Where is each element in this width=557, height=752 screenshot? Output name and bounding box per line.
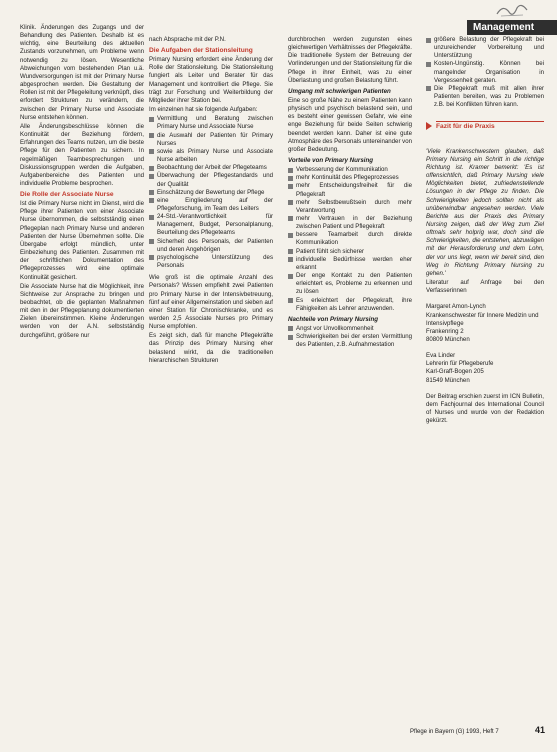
bullet-square-icon [288,326,293,331]
list-item: Kosten-Ungünstig. Können bei mangelnder Organisation in Vergessenheit geraten. [426,60,544,84]
paragraph: Die Associate Nurse hat die Möglichkeit, ihre Sichtweise zur Ansprache zu bringen und beobachtet, ob die geplanten Maßnahmen mit den in der Pflegeplanung dokumentierten Zielen übereinstimmen. Kleine Änderungen werden von der A.N. selbstständig durchgeführt, größere nur [20,282,144,339]
conclusion-quote: 'Viele Krankenschwestern glauben, daß Primary Nursing ein Schritt in die richtige Richtung ist. Kramer bemerkt: 'Es ist offensichtlich, daß Primary Nursing viele Möglichkeiten bietet, zufriedenstellende Lösungen in der Pflege zu finden. Die Schwierigkeiten jedoch sollten nicht als unüberwindbar angesehen werden. Viele Berichte aus der Praxis des Primary Nursing zeigen, daß der Weg zum Ziel oftmals sehr holprig war, doch sind die Schwierigkeiten, die entstehen, abzuwägen mit der Herausforderung und dem Lohn, der vor uns liegt, wenn wir bereit sind, den Weg in Richtung Primary Nursing zu gehen.' [426,147,544,277]
journal-citation: Pflege in Bayern (G) 1993, Heft 7 [410,729,499,735]
section-tab: Management [467,20,557,35]
page-number: 41 [534,725,545,735]
arrow-right-icon [426,122,432,130]
list-item: mehr Vertrauen in der Beziehung zwischen Patient und Pflegekraft [288,215,412,231]
list-item: die Auswahl der Patienten für Primary Nurses [149,132,273,148]
paragraph: nach Absprache mit der P.N. [149,36,226,43]
bullet-square-icon [149,239,154,244]
list-item: Die Pflegekraft muß mit allen ihrer Patienten bereiten, was zu Problemen z.B. bei Konflikten führen kann. [426,85,544,109]
column-4 [426,36,544,426]
list-item: Verbesserung der Kommunikation [288,166,412,174]
section-heading: Die Aufgaben der Stationsleitung [149,47,253,55]
list-item: Der enge Kontakt zu den Patienten erleichtert es, Probleme zu erkennen und zu lösen [288,272,412,296]
bullet-square-icon [288,184,293,189]
paragraph: Eine so große Nähe zu einem Patienten kann physisch und psychisch belastend sein, und es besteht einer gewissen Gefahr, wie eine enge Beziehung für beide Seiten schwierig beendet werden kann. Daher ist eine gute Atmosphäre des Personals untereinander von großer Bedeutung. [288,96,412,153]
list-item: Sicherheit des Personals, der Patienten und deren Angehörigen [149,238,273,254]
list-item: Angst vor Unvollkommenheit [288,325,412,333]
bullet-square-icon [149,198,154,203]
subheading: Nachteile von Primary Nursing [288,315,379,323]
bullet-square-icon [149,149,154,154]
author-address: Margaret Amon-Lynch Krankenschwester für Innere Medizin und Intensivpflege Frankenring 2 80809 München [426,303,539,343]
bullet-square-icon [149,174,154,179]
column-3 [288,36,412,349]
bullet-list [288,325,412,349]
bullet-square-icon [149,190,154,195]
bullet-square-icon [288,298,293,303]
list-item: Es erleichtert der Pflegekraft, ihre Fähigkeiten als Lehrer anzuwenden. [288,297,412,313]
list-item: Schwierigkeiten bei der ersten Vermittlung des Patienten, z.B. Aufnahmestation [288,333,412,349]
list-item: 24-Std.-Verantwortlichkeit für Management, Budget, Personalplanung, Beurteilung des Pflegeteams [149,213,273,237]
subheading: Vorteile von Primary Nursing [288,157,374,165]
bullet-square-icon [288,274,293,279]
bullet-square-icon [288,335,293,340]
bullet-square-icon [426,38,431,43]
paragraph: Klinik. Änderungen des Zugangs und der Behandlung des Patienten. Deshalb ist es wichtig, eine Beurteilung des aktuellen Zustands vorzunehmen, um Probleme wenn notwendig zu lösen. Wesentliche Abweichungen vom bestehenden Plan u.ä. Wundversorgungen ist mit der Primary Nurse abgesprochen werden. Die Gestaltung der Rollen ist mit der Pflegeleitung verknüpft, dies erfordert Strukturen zu verändern, die zwischen der Primary Nurse und Associate Nurse entstehen können. [20,24,144,121]
source-note: Der Beitrag erschien zuerst im ICN Bulletin, dem Fachjournal des International Council of Nurses und wurde von der Redaktion gekürzt. [426,392,544,425]
bullet-square-icon [149,117,154,122]
bullet-square-icon [288,233,293,238]
list-item: psychologische Unterstützung des Personals [149,254,273,270]
column-2 [149,36,273,366]
list-item: Überwachung der Pflegestandards und der Qualität [149,172,273,188]
bullet-list [149,115,273,270]
bullet-square-icon [288,168,293,173]
bullet-square-icon [426,62,431,67]
list-item: individuelle Bedürfnisse werden eher erkannt [288,256,412,272]
section-heading: Die Rolle der Associate Nurse [20,191,114,199]
author-address: Eva Linder Lehrerin für Pflegeberufe Karl-Graff-Bogen 205 81549 München [426,352,494,384]
list-item: eine Eingliederung auf der Pflegeforschung, im Team des Leiters [149,197,273,213]
bullet-list [426,36,544,109]
paragraph: Ist die Primary Nurse nicht im Dienst, wird die Pflege ihrer Patienten von einer Associate Nurse übernommen, die selbstständig einen Pflegeplan nach Primary Nurse und anderen Patienten der Nurse Übernehmen sollte. Die Übergabe erfolgt mündlich, unter Einbeziehung des Patienten. Zusammen mit der schriftlichen Dokumentation des Pflegeprozesses wird eine optimale Kontinuität gesichert. [20,200,144,281]
column-1 [20,24,144,341]
list-item: mehr Selbstbewußtsein durch mehr Verantwortung [288,199,412,215]
bullet-square-icon [426,86,431,91]
paragraph: durchbrochen werden zugunsten eines gleichwertigen Verhältnisses der Pflegekräfte. Die traditionelle System der Betreuung der Vorlinderungen und der Stationsleitung für die Pflege in ihrer Einheit, was zu einer Überlastung und großen Belastung führt. [288,36,412,84]
bullet-square-icon [149,255,154,260]
paragraph: Es zeigt sich, daß für manche Pflegekräfte das Prinzip des Primary Nursing eher belastend wirkt, da die traditionellen hierarchischen Strukturen [149,332,273,364]
list-item: größere Belastung der Pflegekraft bei unzureichender Vorbereitung und Unterstützung [426,36,544,60]
list-item: mehr Entscheidungsfreiheit für die Pflegekraft [288,182,412,198]
bullet-square-icon [288,176,293,181]
page-footer [410,725,545,736]
paragraph: Im einzelnen hat sie folgende Aufgaben: [149,106,258,114]
list-item: Patient fühlt sich sicherer [288,248,412,256]
paragraph: Wie groß ist die optimale Anzahl des Personals? Wissen empfiehlt zwei Patienten pro Primary Nurse in der Intensivbetreuung, fünf auf einer Allgemeinstation und sieben auf einer Station für Chronischkranke, und es werden 2,5 Associate Nurses pro Primary Nurse empfohlen. [149,274,273,331]
bullet-square-icon [149,166,154,171]
paragraph: Alle Änderungsbeschlüsse können die Kontinuität der Beziehung fördern, Erfahrungen des Teams nutzen, um die beste Pflege für den Patienten zu sichern. In regelmäßigen Teambesprechungen und Diskussionsgruppen werden die Aufgaben, Aufgabenbereiche des Patienten und individuelle Probleme besprochen. [20,122,144,187]
list-item: Einschätzung der Bewertung der Pflege [149,189,273,197]
bullet-square-icon [288,216,293,221]
bullet-square-icon [288,200,293,205]
bullet-list [288,166,412,313]
bullet-square-icon [149,215,154,220]
list-item: sowie als Primary Nurse und Associate Nurse arbeiten [149,148,273,164]
list-item: Vermittlung und Beratung zwischen Primary Nurse und Associate Nurse [149,115,273,131]
publisher-logo [493,0,533,20]
list-item: mehr Kontinuität des Pflegeprozesses [288,174,412,182]
fazit-heading: Fazit für die Praxis [426,121,544,131]
list-item: bessere Teamarbeit durch direkte Kommunikation [288,231,412,247]
bullet-square-icon [149,133,154,138]
bullet-square-icon [288,257,293,262]
list-item: Beobachtung der Arbeit der Pflegeteams [149,164,273,172]
literature-note: Literatur auf Anfrage bei den Verfasserinnen [426,279,544,295]
paragraph: Primary Nursing erfordert eine Änderung der Rolle der Stationsleitung. Die Stationsleitung fungiert als Leiter und Berater für das Management und kontrolliert die Pflege. Sie trägt zur Forschung und Weiterbildung der Mitglieder ihrer Station bei. [149,56,273,104]
bullet-square-icon [288,249,293,254]
subheading: Umgang mit schwierigen Patienten [288,87,391,95]
